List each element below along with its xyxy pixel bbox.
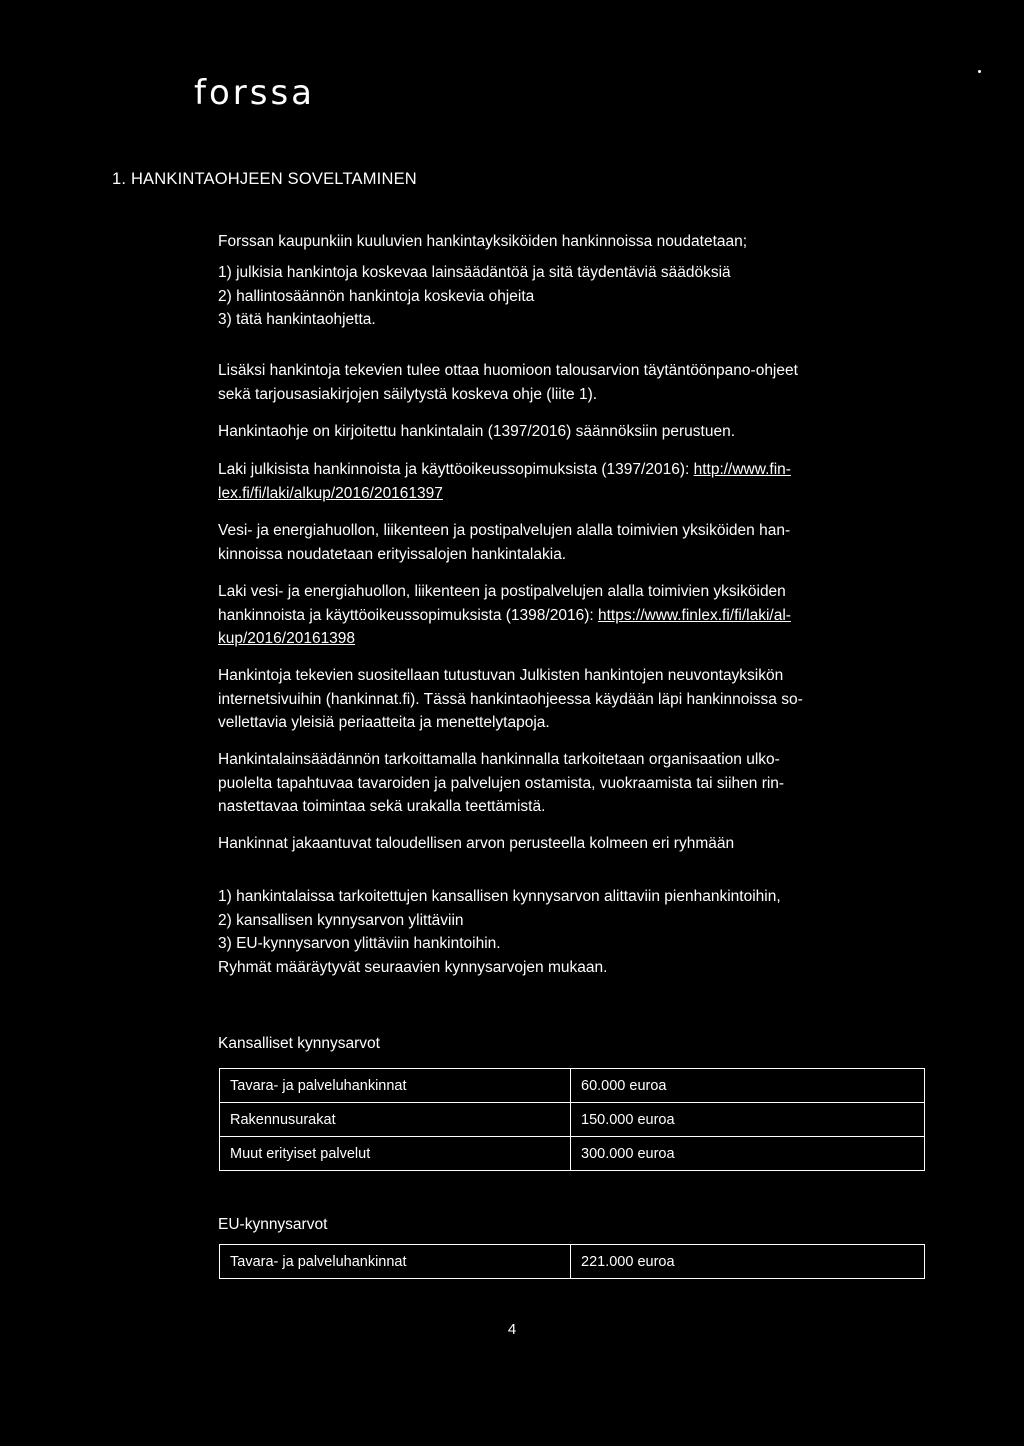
eu-thresholds-label: EU-kynnysarvot (218, 1216, 328, 1233)
threshold-category: Rakennusurakat (220, 1103, 571, 1137)
text-line: nastettavaa toimintaa sekä urakalla teettämistä. (218, 798, 546, 815)
text-line: kinnoissa noudatetaan erityissalojen hankintalakia. (218, 545, 567, 563)
text-line: puolelta tapahtuvaa tavaroiden ja palvelujen ostamista, vuokraamista tai siihen rin- (218, 774, 785, 792)
finlex-link-1398-continued[interactable]: kup/2016/20161398 (218, 630, 356, 647)
list-item: 1) julkisia hankintoja koskevaa lainsäädäntöä ja sitä täydentäviä säädöksiä (218, 264, 731, 281)
table-row (220, 1245, 925, 1279)
list-item: 2) hallintosäännön hankintoja koskevia ohjeita (218, 287, 535, 305)
basis-paragraph: Hankintaohje on kirjoitettu hankintalain (1397/2016) säännöksiin perustuen. (218, 423, 736, 440)
grouping-paragraph: Hankinnat jakaantuvat taloudellisen arvon perusteella kolmeen eri ryhmään (218, 835, 735, 852)
text-line (218, 604, 898, 628)
eu-thresholds-table (219, 1244, 925, 1279)
finlex-link-1397-continued[interactable]: lex.fi/fi/laki/alkup/2016/20161397 (218, 484, 443, 502)
threshold-value: 300.000 euroa (571, 1137, 925, 1171)
text-line (218, 458, 898, 482)
list-item: 2) kansallisen kynnysarvon ylittäviin (218, 911, 464, 929)
list-item: 3) tätä hankintaohjetta. (218, 311, 376, 328)
thresholds-intro-paragraph: Ryhmät määräytyvät seuraavien kynnysarvojen mukaan. (218, 959, 608, 976)
text-line: vellettavia yleisiä periaatteita ja menettelytapoja. (218, 714, 550, 731)
procurement-law-paragraph (218, 458, 898, 505)
threshold-value: 60.000 euroa (571, 1069, 925, 1103)
table-row (220, 1137, 925, 1171)
law-reference-text: hankinnoista ja käyttöoikeussopimuksista (1398/2016): (218, 606, 598, 624)
table-row (220, 1103, 925, 1137)
scan-dot (978, 70, 981, 73)
text-line: Lisäksi hankintoja tekevien tulee ottaa huomioon talousarvion täytäntöönpano-ohjeet (218, 362, 798, 379)
section-heading: 1. HANKINTAOHJEEN SOVELTAMINEN (112, 170, 417, 188)
text-line: internetsivuihin (hankinnat.fi). Tässä hankintaohjeessa käydään läpi hankinnoissa so- (218, 690, 803, 708)
threshold-category: Muut erityiset palvelut (220, 1137, 571, 1171)
national-thresholds-table (219, 1068, 925, 1171)
national-thresholds-label: Kansalliset kynnysarvot (218, 1035, 380, 1052)
special-sectors-paragraph (218, 519, 898, 566)
text-line: Laki vesi- ja energiahuollon, liikenteen ja postipalvelujen alalla toimivien yksiköiden (218, 583, 786, 600)
finlex-link-1398[interactable]: https://www.finlex.fi/fi/laki/al- (597, 606, 791, 624)
definition-paragraph (218, 748, 898, 819)
groups-list (218, 885, 898, 956)
law-reference-text: Laki julkisista hankinnoista ja käyttöoikeussopimuksista (1397/2016): (218, 461, 694, 478)
list-item: 3) EU-kynnysarvon ylittäviin hankintoihin. (218, 935, 501, 952)
threshold-category: Tavara- ja palveluhankinnat (220, 1245, 571, 1279)
text-line: sekä tarjousasiakirjojen säilytystä koskeva ohje (liite 1). (218, 385, 598, 403)
page-number: 4 (507, 1321, 517, 1338)
applicable-rules-list (218, 261, 898, 332)
threshold-value: 221.000 euroa (571, 1245, 925, 1279)
threshold-value: 150.000 euroa (571, 1103, 925, 1137)
finlex-link-1397[interactable]: http://www.fin- (693, 461, 791, 478)
text-line: Hankintoja tekevien suositellaan tutustuvan Julkisten hankintojen neuvontayksikön (218, 667, 784, 684)
recommendation-paragraph (218, 664, 898, 735)
forssa-logo: forssa (194, 73, 316, 113)
additional-guidelines-paragraph (218, 359, 898, 406)
list-item: 1) hankintalaissa tarkoitettujen kansallisen kynnysarvon alittaviin pienhankintoihin, (218, 888, 781, 905)
threshold-category: Tavara- ja palveluhankinnat (220, 1069, 571, 1103)
text-line: Hankintalainsäädännön tarkoittamalla hankinnalla tarkoitetaan organisaation ulko- (218, 751, 780, 768)
table-row (220, 1069, 925, 1103)
intro-paragraph: Forssan kaupunkiin kuuluvien hankintayksiköiden hankinnoissa noudatetaan; (218, 233, 748, 250)
text-line: Vesi- ja energiahuollon, liikenteen ja postipalvelujen alalla toimivien yksiköiden han- (218, 522, 791, 539)
special-sectors-law-paragraph (218, 580, 898, 651)
